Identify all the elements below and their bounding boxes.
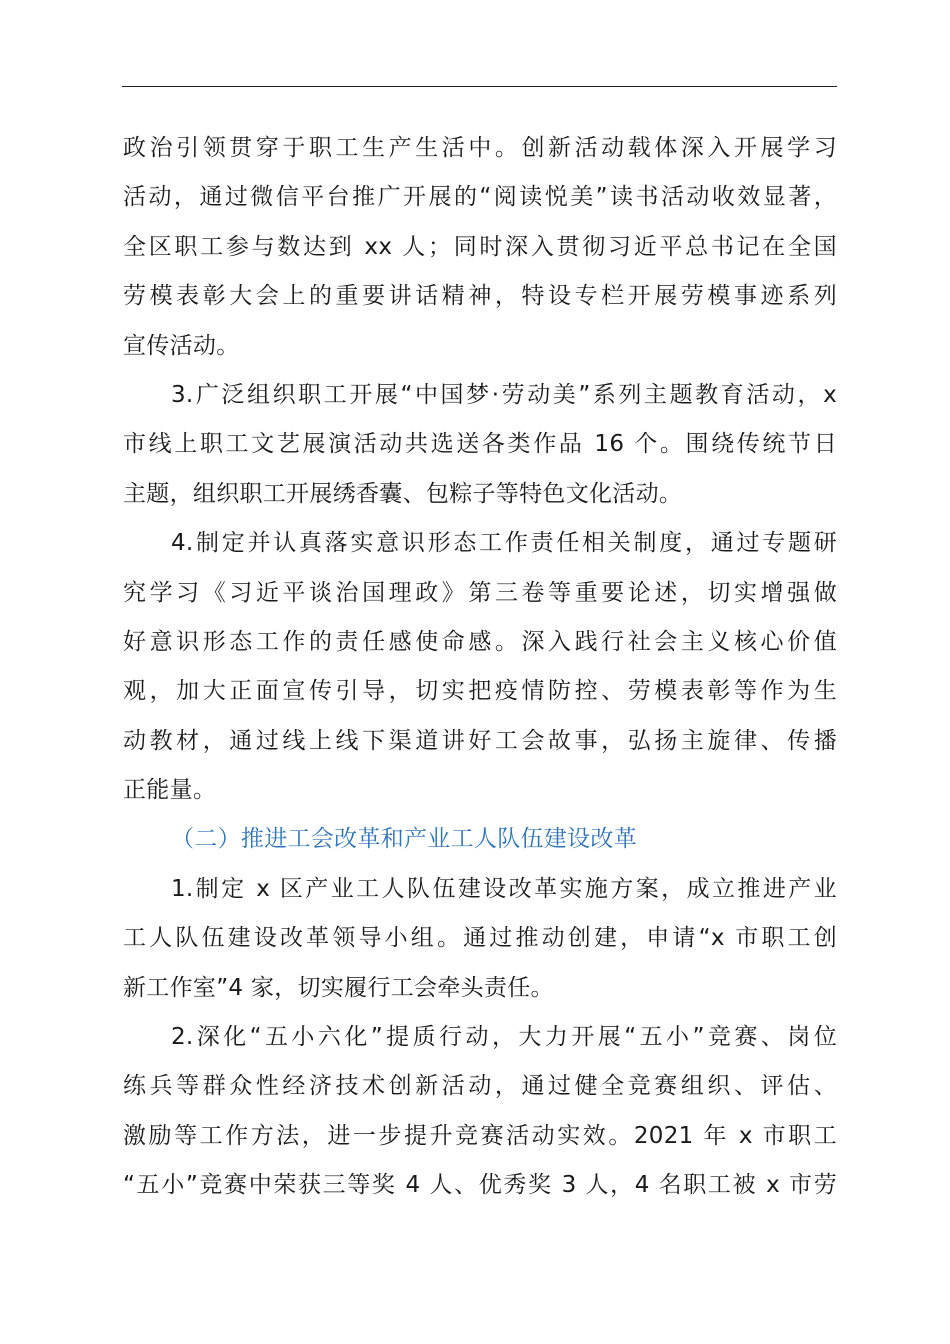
paragraph-line: 政治引领贯穿于职工生产生活中。创新活动载体深入开展学习 [123,135,837,161]
paragraph-line: 2.深化“五小六化”提质行动，大力开展“五小”竞赛、岗位 [171,1024,837,1051]
paragraph-line: 好意识形态工作的责任感使命感。深入践行社会主义核心价值 [123,628,837,655]
paragraph-line: 1.制定 x 区产业工人队伍建设改革实施方案，成立推进产业 [171,875,837,902]
paragraph-line: 主题，组织职工开展绣香囊、包粽子等特色文化活动。 [123,480,683,507]
paragraph-line: 激励等工作方法，进一步提升竞赛活动实效。2021 年 x 市职工 [123,1122,837,1149]
paragraph-line: 动教材，通过线上线下渠道讲好工会故事，弘扬主旋律、传播 [123,727,837,754]
paragraph-line: 活动，通过微信平台推广开展的“阅读悦美”读书活动收效显著， [123,184,837,211]
paragraph-line: 观，加大正面宣传引导，切实把疫情防控、劳模表彰等作为生 [123,678,837,705]
paragraph-line: 宣传活动。 [123,332,240,359]
paragraph-line: 3.广泛组织职工开展“中国梦·劳动美”系列主题教育活动，x [171,381,837,408]
paragraph-line: 4.制定并认真落实意识形态工作责任相关制度，通过专题研 [171,530,837,557]
paragraph-line: 练兵等群众性经济技术创新活动，通过健全竞赛组织、评估、 [123,1073,837,1100]
paragraph-line: 新工作室”4 家，切实履行工会牵头责任。 [123,974,554,1001]
paragraph-line: 市线上职工文艺展演活动共选送各类作品 16 个。围绕传统节日 [123,431,837,458]
paragraph-line: 究学习《习近平谈治国理政》第三卷等重要论述，切实增强做 [123,579,837,606]
paragraph-line: 劳模表彰大会上的重要讲话精神，特设专栏开展劳模事迹系列 [123,283,837,310]
paragraph-line: 正能量。 [123,777,217,804]
body-text [123,124,837,1211]
paragraph-line: 全区职工参与数达到 xx 人；同时深入贯彻习近平总书记在全国 [123,233,837,260]
paragraph-line: 工人队伍建设改革领导小组。通过推动创建，申请“x 市职工创 [123,925,837,952]
section-heading: （二）推进工会改革和产业工人队伍建设改革 [171,826,637,853]
header-rule [122,86,837,87]
paragraph-line: “五小”竞赛中荣获三等奖 4 人、优秀奖 3 人，4 名职工被 x 市劳 [123,1172,837,1199]
